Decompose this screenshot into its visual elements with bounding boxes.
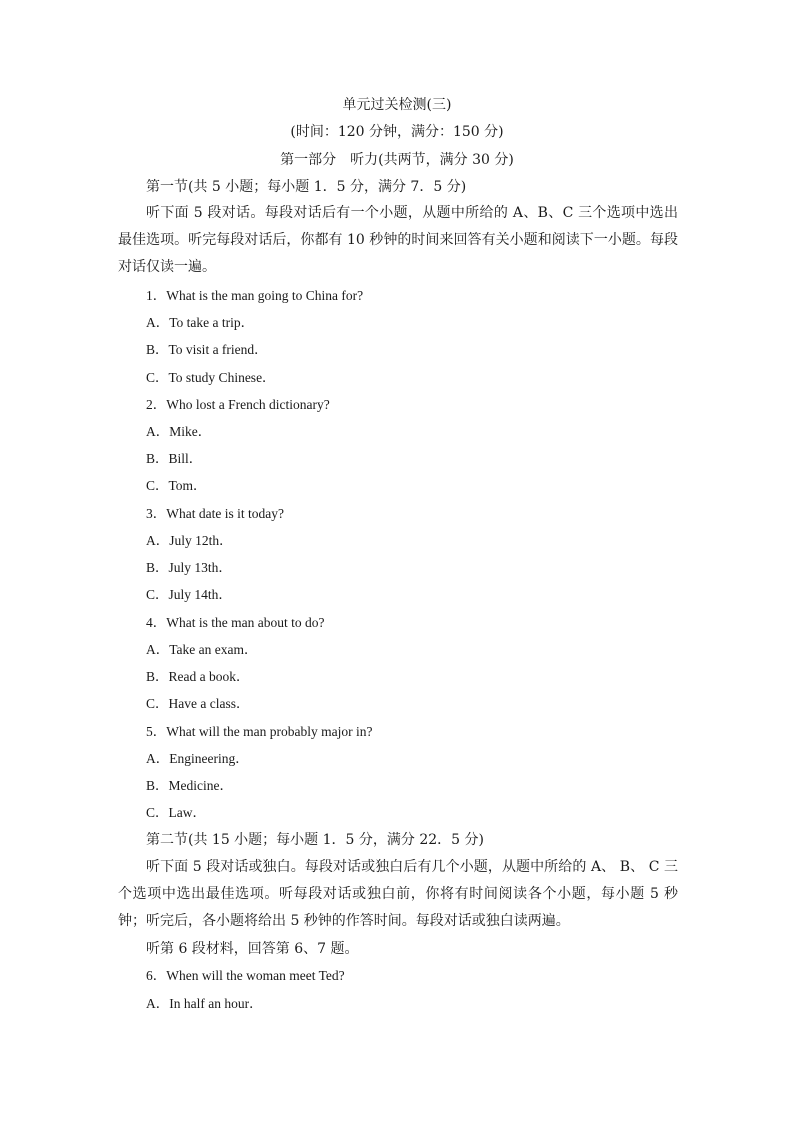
question-2-option-a: A．Mike． xyxy=(146,424,212,439)
question-5-option-b: B．Medicine． xyxy=(146,778,233,793)
section-1-heading: 第一节(共 5 小题；每小题 1．5 分，满分 7．5 分) xyxy=(146,179,467,195)
question-3-option-b: B．July 13th． xyxy=(146,560,232,575)
question-5-option-a: A．Engineering． xyxy=(146,751,249,766)
question-6-option-a: A．In half an hour． xyxy=(146,996,263,1011)
question-3-option-c: C．July 14th． xyxy=(146,587,232,602)
question-1-stem: 1．What is the man going to China for? xyxy=(146,288,364,303)
question-5-option-c: C．Law． xyxy=(146,805,206,820)
section-2-heading: 第二节(共 15 小题；每小题 1．5 分，满分 22．5 分) xyxy=(146,832,484,848)
question-3-stem: 3．What date is it today? xyxy=(146,506,284,521)
question-1-option-b: B．To visit a friend． xyxy=(146,342,268,357)
section-1-instructions: 听下面 5 段对话。每段对话后有一个小题，从题中所给的 A、B、C 三个选项中选出最佳选项。听完每段对话后，你都有 10 秒钟的时间来回答有关小题和阅读下一小题。每段对话仅读一遍。 xyxy=(118,205,678,276)
question-2-stem: 2．Who lost a French dictionary? xyxy=(146,397,330,412)
question-6-stem: 6．When will the woman meet Ted? xyxy=(146,968,345,983)
question-1-option-c: C．To study Chinese． xyxy=(146,370,276,385)
question-4-option-b: B．Read a book． xyxy=(146,669,250,684)
question-3-option-a: A．July 12th． xyxy=(146,533,233,548)
section-2-instructions: 听下面 5 段对话或独白。每段对话或独白后有几个小题，从题中所给的 A、 B、 C 三个选项中选出最佳选项。听每段对话或独白前，你将有时间阅读各个小题，每小题 5 秒钟；听完后，各小题将给出 5 秒钟的作答时间。每段对话或独白读两遍。 xyxy=(118,859,678,930)
question-1-option-a: A．To take a trip． xyxy=(146,315,255,330)
part-heading: 第一部分 听力(共两节，满分 30 分) xyxy=(280,152,514,168)
question-2-option-b: B．Bill． xyxy=(146,451,203,466)
question-4-stem: 4．What is the man about to do? xyxy=(146,615,325,630)
exam-time-score: (时间：120 分钟，满分：150 分) xyxy=(290,124,504,140)
material-note: 听第 6 段材料，回答第 6、7 题。 xyxy=(146,941,359,957)
question-5-stem: 5．What will the man probably major in? xyxy=(146,724,373,739)
question-4-option-a: A．Take an exam． xyxy=(146,642,258,657)
question-4-option-c: C．Have a class． xyxy=(146,696,250,711)
question-2-option-c: C．Tom． xyxy=(146,478,207,493)
exam-title: 单元过关检测(三) xyxy=(342,97,452,113)
